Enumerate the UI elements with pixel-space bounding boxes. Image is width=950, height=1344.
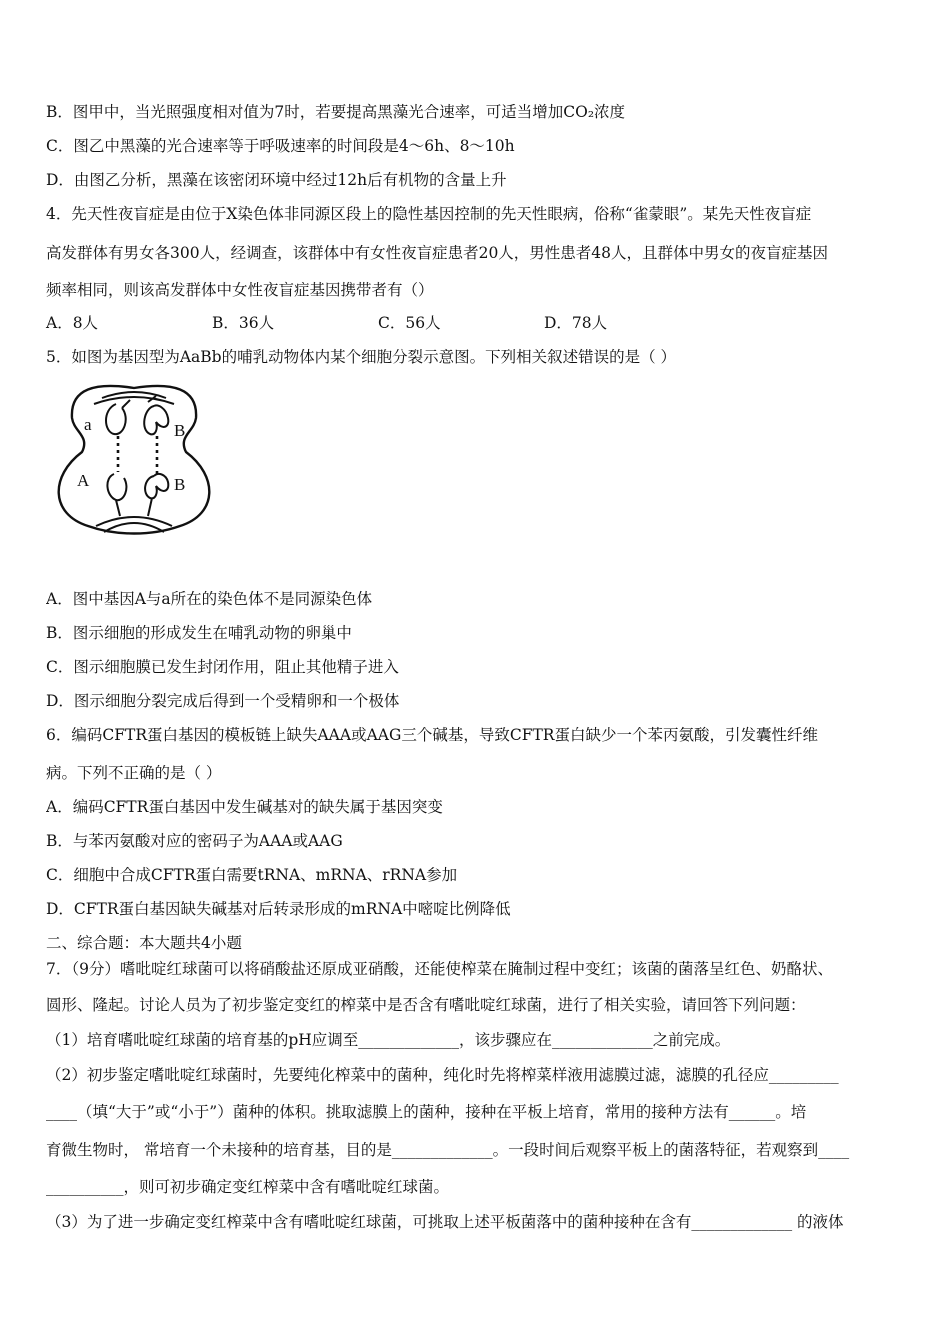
q6-option-a: A．编码CFTR蛋白基因中发生碱基对的缺失属于基因突变 — [46, 798, 443, 816]
q5-option-c: C．图示细胞膜已发生封闭作用，阻止其他精子进入 — [46, 658, 399, 676]
chromosome-bottom-left — [107, 474, 126, 516]
q5-option-a: A．图中基因A与a所在的染色体不是同源染色体 — [46, 590, 373, 608]
q5-option-d: D．图示细胞分裂完成后得到一个受精卵和一个极体 — [46, 692, 400, 710]
q4-options — [46, 312, 607, 334]
spindle-bottom — [96, 517, 172, 532]
q7-part2-line4: __________，则可初步确定变红榨菜中含有嗜吡啶红球菌。 — [46, 1178, 450, 1196]
q7-part1: （1）培育嗜吡啶红球菌的培育基的pH应调至_____________，该步骤应在_____________之前完成。 — [46, 1031, 731, 1049]
q3-option-d: D．由图乙分析，黑藻在该密闭环境中经过12h后有机物的含量上升 — [46, 171, 507, 189]
q4-option-d: D．78人 — [544, 314, 608, 332]
q7-part2-line1: （2）初步鉴定嗜吡啶红球菌时，先要纯化榨菜中的菌种，纯化时先将榨菜样液用滤膜过滤，滤膜的孔径应_________ — [46, 1066, 839, 1084]
q4-stem-line1: 4．先天性夜盲症是由位于X染色体非同源区段上的隐性基因控制的先天性眼病，俗称“雀蒙眼”。某先天性夜盲症 — [46, 205, 812, 223]
q6-option-c: C．细胞中合成CFTR蛋白需要tRNA、mRNA、rRNA参加 — [46, 866, 458, 884]
q7-part3: （3）为了进一步确定变红榨菜中含有嗜吡啶红球菌，可挑取上述平板菌落中的菌种接种在含有_____________ 的液体 — [46, 1213, 844, 1231]
chromosome-bottom-right — [145, 474, 168, 516]
q7-stem-line2: 圆形、隆起。讨论人员为了初步鉴定变红的榨菜中是否含有嗜吡啶红球菌，进行了相关实验，请回答下列问题： — [46, 996, 806, 1014]
cell-division-figure — [44, 378, 224, 540]
q5-option-b: B．图示细胞的形成发生在哺乳动物的卵巢中 — [46, 624, 352, 642]
gene-label-b-top: B — [174, 421, 186, 440]
q7-part2-line2: ____（填“大于”或“小于”）菌种的体积。挑取滤膜上的菌种，接种在平板上培育，常用的接种方法有______。培 — [46, 1103, 807, 1121]
q4-stem-line3: 频率相同，则该高发群体中女性夜盲症基因携带者有（） — [46, 281, 434, 299]
gene-label-b-bottom: B — [174, 475, 186, 494]
spindle-top — [94, 392, 174, 404]
q6-option-d: D．CFTR蛋白基因缺失碱基对后转录形成的mRNA中嘧啶比例降低 — [46, 900, 511, 918]
q4-option-c: C．56人 — [378, 314, 441, 332]
q4-option-b: B．36人 — [212, 314, 275, 332]
q7-stem-line1: 7．（9分）嗜吡啶红球菌可以将硝酸盐还原成亚硝酸，还能使榨菜在腌制过程中变红；该菌的菌落呈红色、奶酪状、 — [46, 960, 833, 978]
cell-membrane — [59, 386, 210, 534]
q7-part2-line3: 育微生物时， 常培育一个未接种的培育基，目的是_____________。一段时间后观察平板上的菌落特征，若观察到____ — [46, 1141, 850, 1159]
chromosome-top-left — [106, 400, 130, 434]
q6-option-b: B．与苯丙氨酸对应的密码子为AAA或AAG — [46, 832, 343, 850]
gene-label-capital-a: A — [77, 471, 90, 490]
q6-stem-line1: 6．编码CFTR蛋白基因的模板链上缺失AAA或AAG三个碱基，导致CFTR蛋白缺少一个苯丙氨酸，引发囊性纤维 — [46, 726, 818, 744]
q5-stem: 5．如图为基因型为AaBb的哺乳动物体内某个细胞分裂示意图。下列相关叙述错误的是（ ） — [46, 348, 677, 366]
section-heading: 二、综合题：本大题共4小题 — [46, 934, 242, 952]
q3-option-c: C．图乙中黑藻的光合速率等于呼吸速率的时间段是4～6h、8～10h — [46, 137, 515, 155]
q3-option-b: B．图甲中，当光照强度相对值为7时，若要提高黑藻光合速率，可适当增加CO₂浓度 — [46, 103, 626, 121]
q4-option-a: A．8人 — [46, 314, 99, 332]
q6-stem-line2: 病。下列不正确的是（ ） — [46, 764, 222, 782]
q4-stem-line2: 高发群体有男女各300人，经调查，该群体中有女性夜盲症患者20人，男性患者48人，且群体中男女的夜盲症基因 — [46, 244, 829, 262]
gene-label-a: a — [84, 415, 92, 434]
